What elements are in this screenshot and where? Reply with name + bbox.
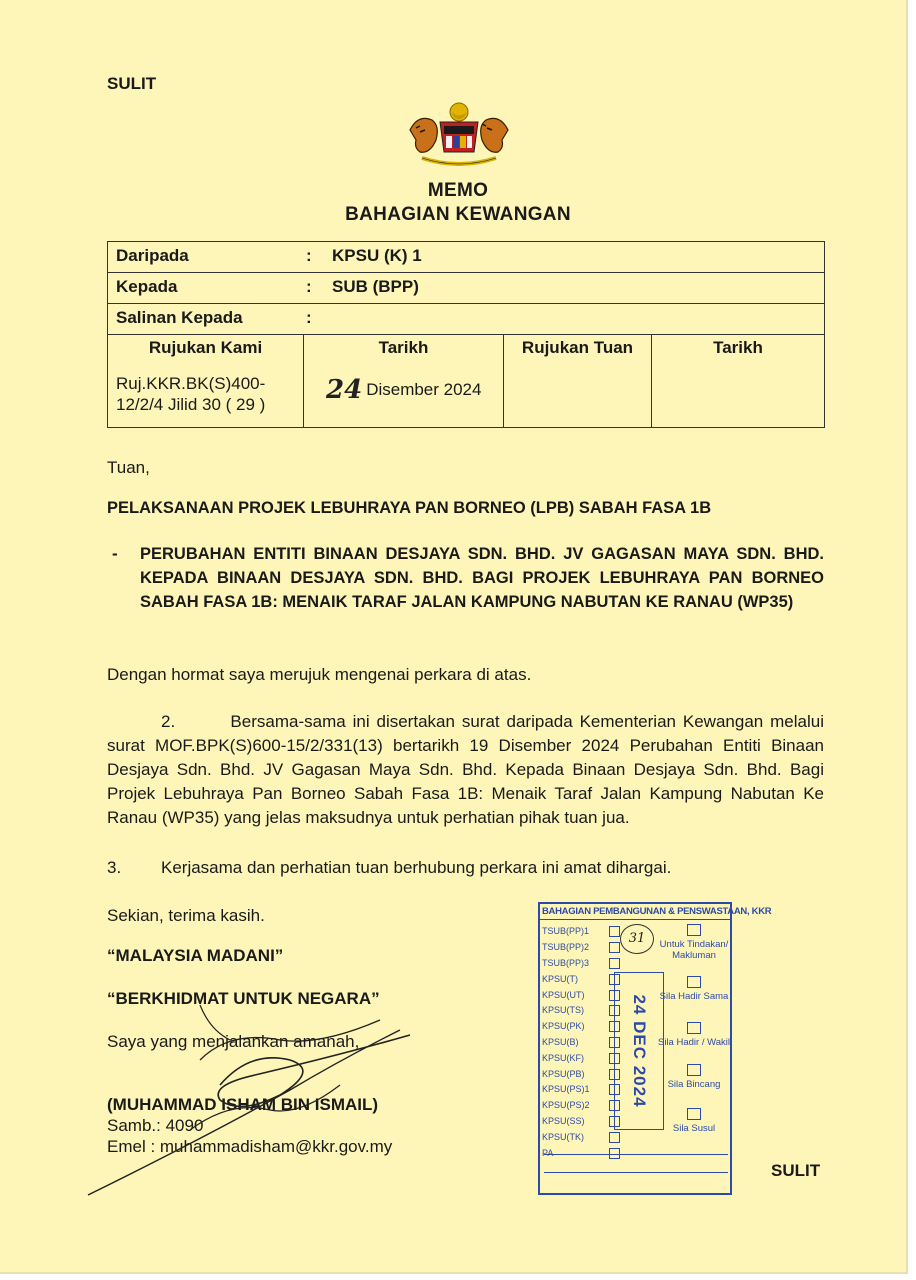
cc-label: Salinan Kepada [116, 308, 243, 327]
classification-bottom: SULIT [771, 1161, 821, 1180]
motto-malaysia-madani: “MALAYSIA MADANI” [107, 946, 284, 965]
handwritten-day: 24 [326, 375, 363, 405]
closing: Sekian, terima kasih. [107, 906, 265, 925]
stamp-item: TSUB(PP)1 [542, 924, 620, 940]
stamp-item: KPSU(B) [542, 1035, 620, 1051]
stamp-item: KPSU(PS)2 [542, 1098, 620, 1114]
stamp-action-1: Untuk Tindakan/ Makluman [656, 924, 732, 961]
sub-subject-dash: - [112, 544, 118, 563]
stamp-action-3: Sila Hadir / Wakil [656, 1022, 732, 1048]
to-row: Kepada : SUB (BPP) [108, 273, 825, 304]
classification-top: SULIT [107, 74, 157, 93]
memo-header-table [107, 241, 825, 428]
stamp-line [544, 1154, 728, 1155]
stamp-header: BAHAGIAN PEMBANGUNAN & PENSWASTAAN, KKR [540, 904, 730, 920]
stamp-item: KPSU(UT) [542, 987, 620, 1003]
received-stamp [538, 902, 772, 1195]
stamp-item: TSUB(PP)3 [542, 956, 620, 972]
your-date-cell [652, 335, 825, 428]
signatory-name: (MUHAMMAD ISHAM BIN ISMAIL) [107, 1095, 379, 1114]
from-value: KPSU (K) 1 [332, 246, 422, 265]
subject: PELAKSANAAN PROJEK LEBUHRAYA PAN BORNEO (LPB) SABAH FASA 1B [107, 499, 712, 517]
stamp-item: PA [542, 1145, 620, 1161]
paragraph-2-text: Bersama-sama ini disertakan surat daripada Kementerian Kewangan melalui surat MOF.BPK(S)600-15/2/331(13) bertarikh 19 Disember 2024 Perubahan Entiti Binaan Desjaya Sdn. Bhd. JV Gagasan Maya Sdn. Bhd. Kepada Binaan Desjaya Sdn. Bhd. Bagi Projek Lebuhraya Pan Borneo Sabah Fasa 1B: Menaik Taraf Jalan Kampung Nabutan Ke Ranau (WP35) yang jelas maksudnya untuk perhatian pihak tuan jua. [107, 712, 824, 827]
checkbox-icon [687, 976, 701, 988]
to-value: SUB (BPP) [332, 277, 419, 296]
checkbox-icon [687, 1064, 701, 1076]
trust-line: Saya yang menjalankan amanah, [107, 1032, 360, 1051]
date-cell [304, 335, 504, 428]
memo-title: MEMO [427, 180, 489, 201]
your-ref-cell [504, 335, 652, 428]
paragraph-2 [107, 710, 824, 830]
stamp-routing-list [542, 924, 620, 1161]
our-ref-value: Ruj.KKR.BK(S)400-12/2/4 Jilid 30 ( 29 ) [116, 374, 266, 414]
motto-berkhidmat: “BERKHIDMAT UNTUK NEGARA” [107, 989, 380, 1008]
salutation: Tuan, [107, 458, 150, 477]
stamp-action-5: Sila Susul [656, 1108, 732, 1134]
stamp-item: KPSU(PK) [542, 1019, 620, 1035]
checkbox-icon [687, 1108, 701, 1120]
checkbox-icon [687, 924, 701, 936]
your-date-label: Tarikh [713, 338, 763, 357]
to-label: Kepada [116, 277, 178, 296]
stamp-item: KPSU(TK) [542, 1129, 620, 1145]
paragraph-3-text: Kerjasama dan perhatian tuan berhubung perkara ini amat dihargai. [161, 858, 672, 877]
date-label: Tarikh [378, 338, 429, 357]
checkbox-icon [687, 1022, 701, 1034]
sub-subject: PERUBAHAN ENTITI BINAAN DESJAYA SDN. BHD. JV GAGASAN MAYA SDN. BHD. KEPADA BINAAN DESJAYA SDN. BHD. BAGI PROJEK LEBUHRAYA PAN BORNEO SABAH FASA 1B: MENAIK TARAF JALAN KAMPUNG NABUTAN KE RANAU (WP35) [140, 545, 824, 611]
paragraph-2-number: 2. [161, 712, 176, 731]
stamp-action-2: Sila Hadir Sama [656, 976, 732, 1002]
stamp-item: TSUB(PP)2 [542, 940, 620, 956]
stamp-item: KPSU(T) [542, 971, 620, 987]
stamp-item: KPSU(PS)1 [542, 1082, 620, 1098]
stamp-action-4: Sila Bincang [656, 1064, 732, 1090]
stamp-line [544, 1172, 728, 1173]
extension: Samb.: 4090 [107, 1116, 204, 1135]
coat-of-arms-logo [400, 100, 518, 170]
date-value: Disember 2024 [366, 380, 482, 399]
stamp-item: KPSU(KF) [542, 1050, 620, 1066]
stamp-item: KPSU(TS) [542, 1003, 620, 1019]
memo-subtitle: BAHAGIAN KEWANGAN [345, 204, 571, 225]
from-label: Daripada [116, 246, 189, 265]
paragraph-3-number: 3. [107, 858, 122, 877]
stamp-item: KPSU(SS) [542, 1114, 620, 1130]
opening-line: Dengan hormat saya merujuk mengenai perkara di atas. [107, 665, 532, 684]
our-ref-label: Rujukan Kami [148, 338, 263, 357]
stamp-handwritten-number: 31 [620, 924, 654, 954]
cc-row: Salinan Kepada : [108, 304, 825, 335]
stamp-item: KPSU(PB) [542, 1066, 620, 1082]
email: Emel : muhammadisham@kkr.gov.my [107, 1137, 393, 1156]
your-ref-label: Rujukan Tuan [521, 338, 634, 357]
stamp-date: 24 DEC 2024 [630, 994, 649, 1108]
our-ref-cell [108, 335, 304, 428]
from-row: Daripada : KPSU (K) 1 [108, 242, 825, 273]
